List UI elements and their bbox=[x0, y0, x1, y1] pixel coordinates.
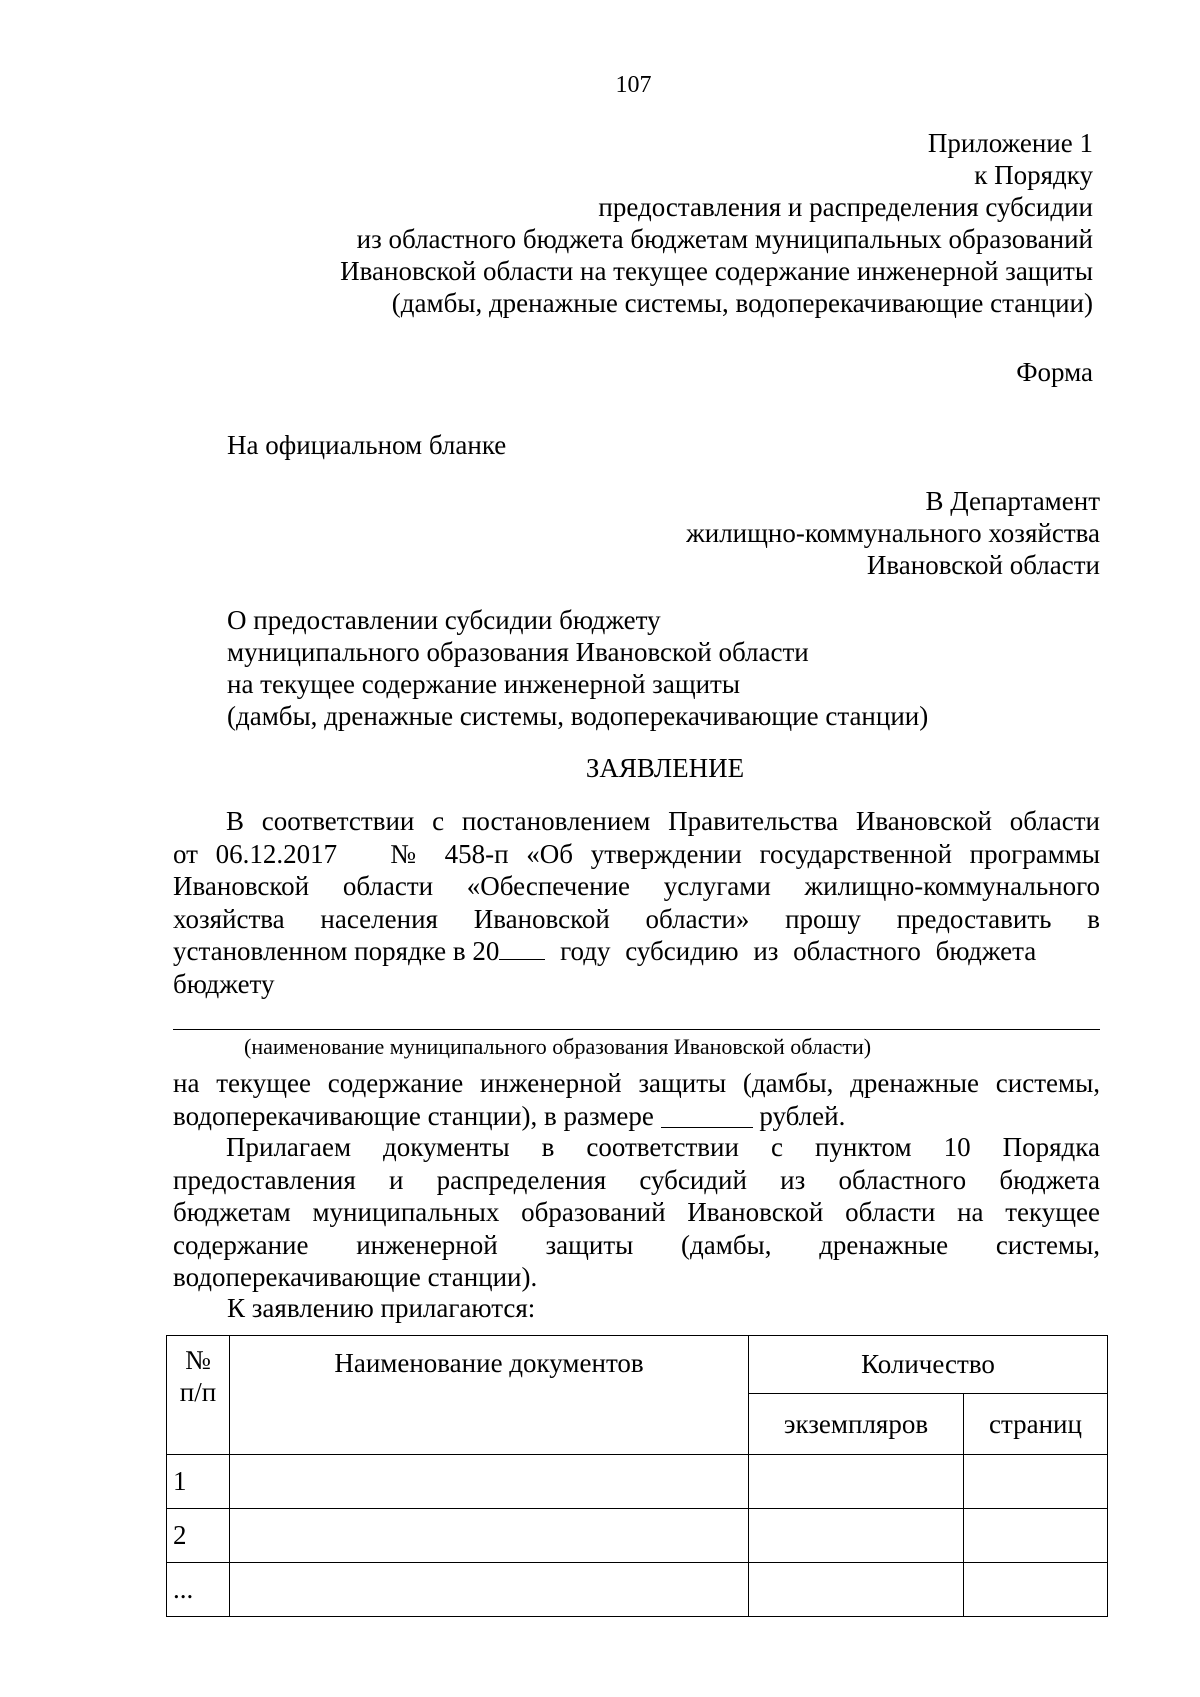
appendix-line: Приложение 1 bbox=[927, 128, 1093, 158]
table-row bbox=[167, 1563, 1108, 1617]
row-copies[interactable] bbox=[749, 1509, 964, 1563]
subject-line: (дамбы, дренажные системы, водоперекачивающие станции) bbox=[227, 701, 929, 731]
paragraph-line: предоставления и распределения субсидий из областного бюджета bbox=[173, 1164, 1100, 1195]
row-pages[interactable] bbox=[964, 1455, 1108, 1509]
addressee-line: Ивановской области bbox=[866, 550, 1100, 580]
paragraph-attachments bbox=[173, 1131, 1100, 1294]
header-pages: страниц bbox=[964, 1394, 1108, 1455]
form-label: Форма bbox=[1016, 357, 1093, 387]
table-row bbox=[167, 1455, 1108, 1509]
header-number bbox=[167, 1336, 230, 1455]
year-blank-field[interactable] bbox=[499, 959, 545, 960]
table-row bbox=[167, 1509, 1108, 1563]
row-document-name[interactable] bbox=[230, 1509, 749, 1563]
row-number: ... bbox=[167, 1563, 230, 1617]
row-copies[interactable] bbox=[749, 1455, 964, 1509]
paragraph-amount bbox=[173, 1067, 1100, 1132]
amount-blank-field[interactable] bbox=[661, 1103, 753, 1128]
addressee-block bbox=[686, 485, 1100, 581]
row-pages[interactable] bbox=[964, 1563, 1108, 1617]
appendix-header bbox=[340, 127, 1093, 319]
paragraph-line: бюджету bbox=[173, 968, 275, 999]
letterhead-note: На официальном бланке bbox=[227, 430, 507, 460]
paragraph-text: водоперекачивающие станции), в размере bbox=[173, 1100, 661, 1131]
header-number-line: п/п bbox=[179, 1377, 217, 1407]
municipality-caption: (наименование муниципального образования Ивановской области) bbox=[244, 1034, 872, 1059]
paragraph-line: водоперекачивающие станции). bbox=[173, 1262, 538, 1292]
appendix-line: (дамбы, дренажные системы, водоперекачивающие станции) bbox=[391, 288, 1093, 318]
paragraph-request bbox=[173, 805, 1100, 1000]
subject-block bbox=[227, 604, 928, 732]
appendix-line: из областного бюджета бюджетам муниципальных образований bbox=[356, 224, 1093, 254]
addressee-line: жилищно-коммунального хозяйства bbox=[686, 518, 1100, 548]
header-number-line: № bbox=[185, 1345, 211, 1375]
appendix-line: предоставления и распределения субсидии bbox=[598, 192, 1093, 222]
municipality-name-field[interactable] bbox=[173, 1029, 1100, 1030]
paragraph-line: содержание инженерной защиты (дамбы, дренажные системы, bbox=[173, 1229, 1100, 1260]
subject-line: муниципального образования Ивановской области bbox=[227, 637, 809, 667]
header-quantity: Количество bbox=[749, 1336, 1108, 1394]
row-number: 1 bbox=[167, 1455, 230, 1509]
page-number: 107 bbox=[615, 72, 652, 98]
documents-table bbox=[166, 1335, 1108, 1617]
row-number: 2 bbox=[167, 1509, 230, 1563]
paragraph-text: году субсидию из областного бюджета bbox=[545, 936, 1037, 966]
paragraph-line: Прилагаем документы в соответствии с пунктом 10 Порядка bbox=[226, 1132, 1100, 1162]
paragraph-line: бюджетам муниципальных образований Ивановской области на текущее bbox=[173, 1197, 1100, 1227]
subject-line: О предоставлении субсидии бюджету bbox=[227, 605, 661, 635]
row-document-name[interactable] bbox=[230, 1563, 749, 1617]
table-header-row bbox=[167, 1336, 1108, 1394]
row-pages[interactable] bbox=[964, 1509, 1108, 1563]
paragraph-line: В соответствии с постановлением Правительства Ивановской области bbox=[226, 806, 1100, 836]
addressee-line: В Департамент bbox=[925, 486, 1100, 516]
row-copies[interactable] bbox=[749, 1563, 964, 1617]
subject-line: на текущее содержание инженерной защиты bbox=[227, 669, 740, 699]
header-document-name: Наименование документов bbox=[230, 1336, 749, 1455]
paragraph-text: рублей. bbox=[752, 1100, 846, 1131]
appendix-line: к Порядку bbox=[974, 160, 1093, 190]
paragraph-text: установленном порядке в 20 bbox=[173, 936, 500, 966]
header-copies: экземпляров bbox=[749, 1394, 964, 1455]
paragraph-line: Ивановской области «Обеспечение услугами жилищно-коммунального bbox=[173, 871, 1100, 901]
paragraph-line: от 06.12.2017 № 458-п «Об утверждении государственной программы bbox=[173, 838, 1100, 869]
row-document-name[interactable] bbox=[230, 1455, 749, 1509]
appendix-line: Ивановской области на текущее содержание инженерной защиты bbox=[340, 256, 1093, 286]
document-title: ЗАЯВЛЕНИЕ bbox=[585, 753, 745, 783]
paragraph-line-year bbox=[173, 935, 1100, 968]
paragraph-line: на текущее содержание инженерной защиты (дамбы, дренажные системы, bbox=[173, 1068, 1100, 1098]
paragraph-line-amount bbox=[173, 1100, 1100, 1133]
paragraph-line: хозяйства населения Ивановской области» прошу предоставить в bbox=[173, 903, 1100, 934]
attached-label: К заявлению прилагаются: bbox=[227, 1293, 536, 1323]
